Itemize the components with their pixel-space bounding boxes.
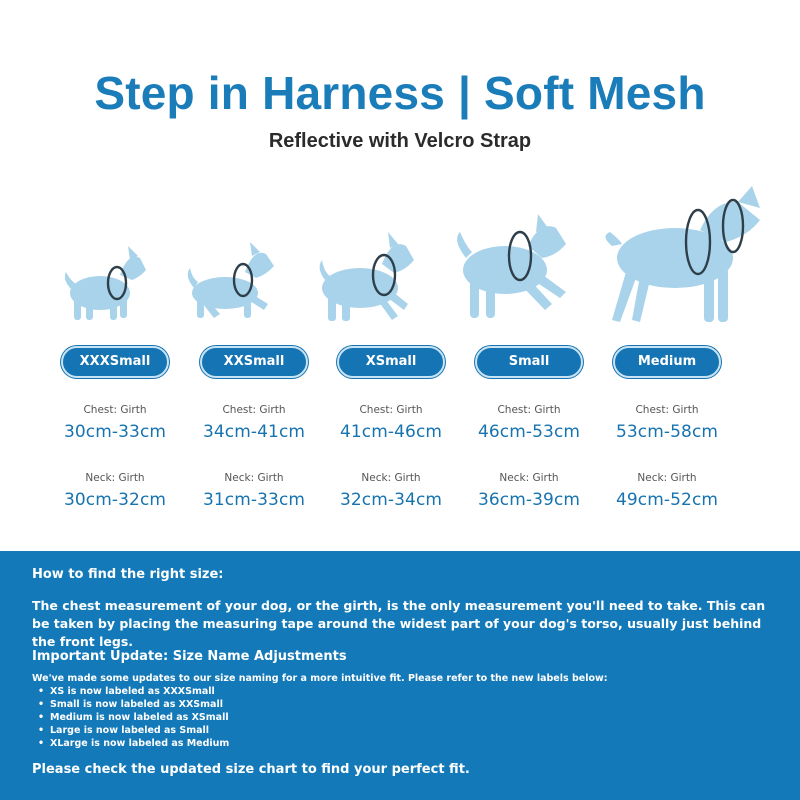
size-column-xsmall [321, 346, 461, 510]
how-to-paragraph: The chest measurement of your dog, or the girth, is the only measurement you'll need to take. This can be taken by placing the measuring tape around the widest part of your dog's torso, usually just behind the front legs. [32, 598, 766, 649]
neck-value: 32cm-34cm [339, 490, 443, 510]
neck-value: 31cm-33cm [202, 490, 306, 510]
list-item: • Medium is now labeled as XSmall [38, 711, 229, 724]
size-badge: Medium [613, 346, 721, 378]
neck-label: Neck: Girth [224, 472, 284, 484]
size-column-medium [597, 346, 737, 510]
chest-value: 34cm-41cm [202, 422, 306, 442]
dog-xsmall-illustration [320, 232, 414, 321]
dog-medium-illustration [605, 186, 760, 322]
chest-label: Chest: Girth [83, 404, 147, 416]
update-heading: Important Update: Size Name Adjustments [32, 649, 347, 664]
list-item: • XLarge is now labeled as Medium [38, 737, 229, 750]
label-change-list [38, 685, 229, 750]
page-title: Step in Harness | Soft Mesh [94, 67, 706, 119]
neck-value: 49cm-52cm [615, 490, 719, 510]
size-badge: XXSmall [200, 346, 308, 378]
dog-xxsmall-illustration [188, 242, 274, 318]
update-intro: We've made some updates to our size naming for a more intuitive fit. Please refer to the new labels below: [32, 673, 608, 684]
chest-value: 41cm-46cm [339, 422, 443, 442]
size-column-xxxsmall [45, 346, 185, 510]
dog-small-illustration [457, 214, 566, 318]
page-subtitle: Reflective with Velcro Strap [268, 130, 532, 152]
dog-illustrations [0, 180, 800, 340]
neck-value: 30cm-32cm [63, 490, 167, 510]
closing-text: Please check the updated size chart to find your perfect fit. [32, 762, 470, 777]
neck-label: Neck: Girth [637, 472, 697, 484]
neck-label: Neck: Girth [85, 472, 145, 484]
size-badge: XSmall [337, 346, 445, 378]
size-chart [0, 346, 800, 536]
neck-label: Neck: Girth [499, 472, 559, 484]
chest-value: 30cm-33cm [63, 422, 167, 442]
list-item: • Small is now labeled as XXSmall [38, 698, 229, 711]
sizing-info-panel [0, 551, 800, 800]
how-to-heading: How to find the right size: [32, 567, 224, 582]
size-badge: XXXSmall [61, 346, 169, 378]
chest-value: 53cm-58cm [615, 422, 719, 442]
chest-value: 46cm-53cm [477, 422, 581, 442]
neck-value: 36cm-39cm [477, 490, 581, 510]
list-item: • Large is now labeled as Small [38, 724, 229, 737]
list-item: • XS is now labeled as XXXSmall [38, 685, 229, 698]
chest-label: Chest: Girth [497, 404, 561, 416]
size-column-small [459, 346, 599, 510]
dog-xxxsmall-illustration [65, 246, 146, 320]
chest-label: Chest: Girth [359, 404, 423, 416]
size-badge: Small [475, 346, 583, 378]
size-column-xxsmall [184, 346, 324, 510]
chest-label: Chest: Girth [635, 404, 699, 416]
neck-label: Neck: Girth [361, 472, 421, 484]
chest-label: Chest: Girth [222, 404, 286, 416]
